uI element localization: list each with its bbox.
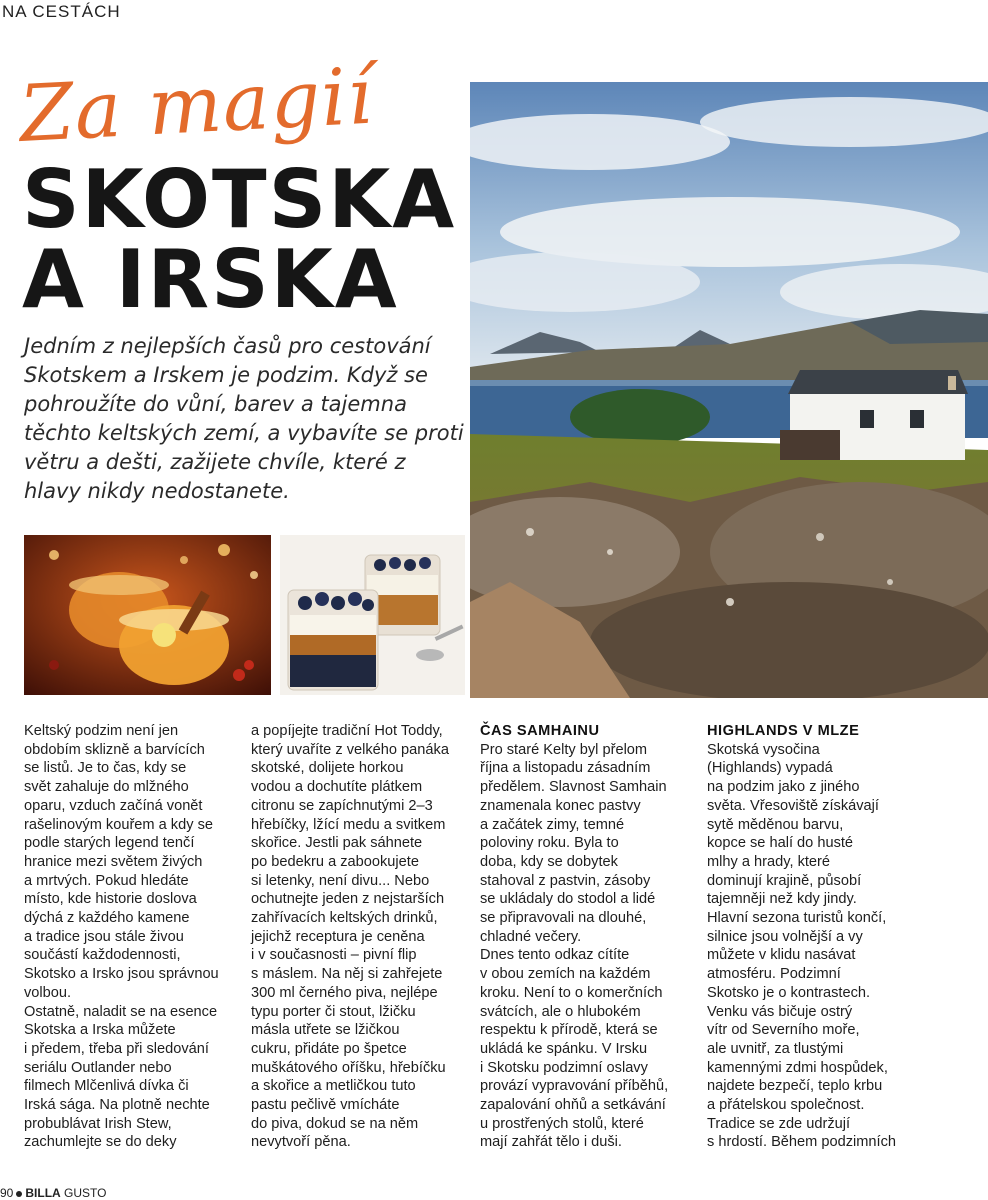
blueberry-dessert-photo — [280, 535, 465, 695]
magazine-name: GUSTO — [64, 1186, 107, 1200]
article-column-4 — [707, 722, 922, 1152]
brand-name: BILLA — [25, 1186, 61, 1200]
section-label: NA CESTÁCH — [2, 2, 121, 21]
script-title: Za magií — [17, 51, 376, 161]
column-1-text: Keltský podzim není jen obdobím sklizně a barvících se listů. Je to čas, kdy se svět zahaluje do mlžného oparu, vzduch začíná vonět rašelinovým kouřem a kdy se podle starých legend tenčí hranice mezi světem živých a mrtvých. Pokud hledáte místo, kde historie doslova dýchá z každého kamene a tradice jsou stále živou součástí každodennosti, Skotsko a Irsko jsou správnou volbou. Ostatně, naladit se na esence Skotska a Irska můžete i předem, třeba při sledování seriálu Outlander nebo filmech Mlčenlivá dívka či Irská sága. Na plotně nechte probublávat Irish Stew, zachumlejte se do deky — [24, 723, 219, 1151]
highlands-landscape-photo — [470, 82, 988, 698]
article-column-3 — [480, 722, 695, 1152]
page-number: 90 — [0, 1186, 14, 1200]
article-column-2 — [251, 722, 466, 1152]
hot-toddy-photo — [24, 535, 271, 695]
main-title-line-1: SKOTSKA — [22, 153, 457, 246]
column-3-text: Pro staré Kelty byl přelom října a listopadu zásadním předělem. Slavnost Samhain znamenala konec pastvy a začátek zimy, temné poloviny roku. Byla to doba, kdy se dobytek stahoval z pastvin, zásoby se ukládaly do stodol a lidé se připravovali na dlouhé, chladné večery. Dnes tento odkaz cítíte v obou zemích na každém kroku. Není to o komerčních svátcích, ale o hlubokém respektu k přírodě, která se ukládá ke spánku. V Irsku i Skotsku podzimní oslavy provází vypravování příběhů, zapalování ohňů a setkávání u prostřených stolů, které mají zahřát tělo i duši. — [480, 741, 669, 1151]
main-title-line-2: A IRSKA — [22, 233, 399, 326]
lead-paragraph: Jedním z nejlepších časů pro cestování Skotskem a Irskem je podzim. Když se pohroužíte do vůní, barev a tajemna těchto keltských zemí, a vybavíte se proti větru a dešti, zažijete chvíle, které z hlavy nikdy nedostanete. — [24, 334, 464, 503]
column-4-text: Skotská vysočina (Highlands) vypadá na podzim jako z jiného světa. Vřesoviště získávají sytě měděnou barvu, kopce se halí do husté mlhy a hrady, které dominují krajině, působí tajemněji než kdy jindy. Hlavní sezona turistů končí, silnice jsou volnější a vy můžete v klidu nasávat atmosféru. Podzimní Skotsko je o kontrastech. Venku vás bičuje ostrý vítr od Severního moře, ale uvnitř, za tlustými kamennými zdmi hospůdek, najdete bezpečí, teplo krbu a přátelskou společnost. Tradice se zde udržují s hrdostí. Během podzimních — [707, 741, 896, 1151]
samhain-heading: ČAS SAMHAINU — [480, 723, 600, 739]
page-footer — [0, 1186, 106, 1200]
column-2-text: a popíjejte tradiční Hot Toddy, který uvaříte z velkého panáka skotské, dolijete horkou vodou a dochutíte plátkem citronu se zapíchnutými 2–3 hřebíčky, lžící medu a svitkem skořice. Jestli pak sáhnete po bedekru a zabookujete si letenky, není divu... Nebo ochutnejte jeden z nejstarších zahřívacích keltských drinků, jejichž receptura je ceněna i v současnosti – pivní flip s máslem. Na něj si zahřejete 300 ml černého piva, nejlépe typu porter či stout, lžičku másla utřete se lžičkou cukru, přidáte po špetce muškátového oříšku, hřebíčku a skořice a metličkou tuto pastu pečlivě vmícháte do piva, dokud se na něm nevytvoří pěna. — [251, 723, 449, 1151]
highlands-heading: HIGHLANDS V MLZE — [707, 723, 860, 739]
bullet-dot-icon — [16, 1191, 22, 1197]
article-column-1 — [24, 722, 239, 1152]
